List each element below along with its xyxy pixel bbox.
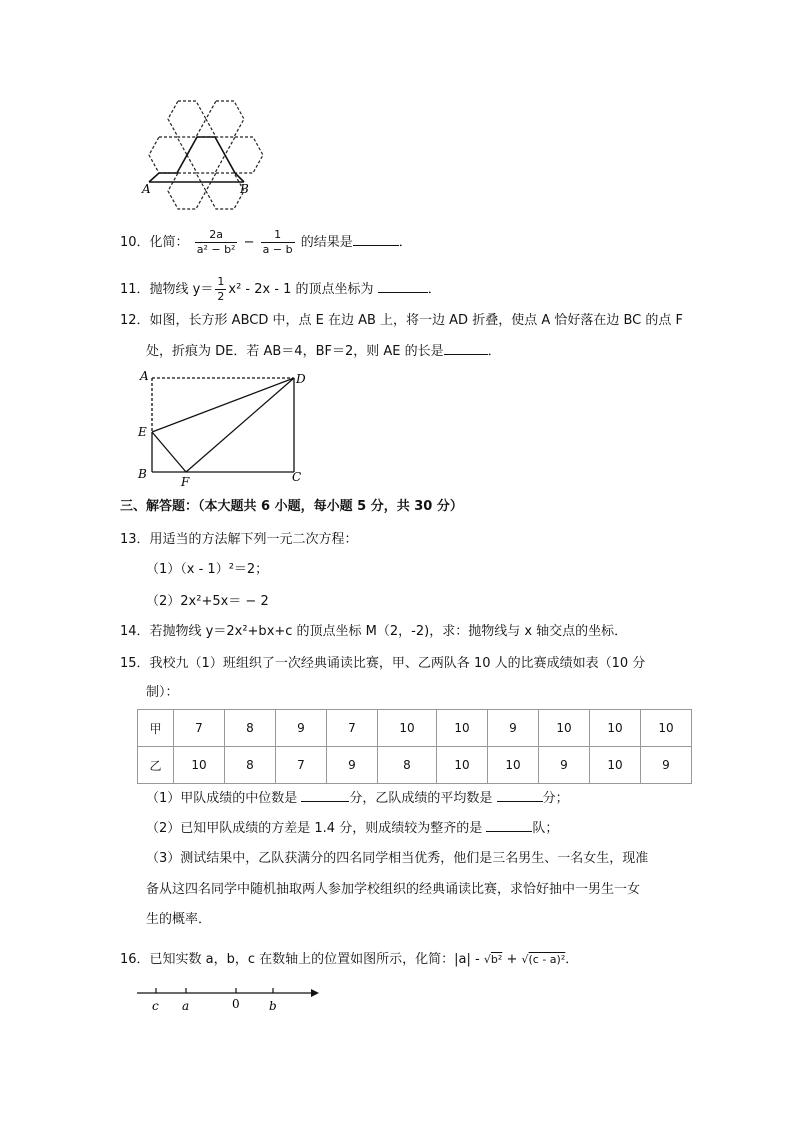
answer-blank[interactable]	[353, 231, 399, 246]
svg-text:c: c	[152, 999, 159, 1013]
answer-blank[interactable]	[301, 787, 349, 802]
question-13: 13．用适当的方法解下列一元二次方程：	[120, 532, 358, 547]
sqrt-b2: √b²	[483, 953, 503, 966]
question-15-line1: 15．我校九（1）班组织了一次经典诵读比赛，甲、乙两队各 10 人的比赛成绩如表（10 分	[120, 656, 646, 671]
svg-text:0: 0	[232, 997, 240, 1011]
table-row: 甲 7 8 9 7 10 10 9 10 10 10	[138, 710, 692, 747]
svg-text:b: b	[269, 999, 277, 1013]
section-3-title: 三、解答题：（本大题共 6 小题，每小题 5 分，共 30 分）	[120, 499, 463, 514]
hexagon	[187, 137, 225, 173]
answer-blank[interactable]	[378, 278, 428, 293]
question-13-part-2: （2）2x²+5x＝ − 2	[146, 594, 269, 609]
answer-blank[interactable]	[486, 817, 532, 832]
question-14: 14．若抛物线 y＝2x²+bx+c 的顶点坐标 M（2，‐2)，求：抛物线与 x 轴交点的坐标．	[120, 624, 628, 639]
question-15-line2: 制）：	[146, 685, 179, 700]
question-15-part-2: （2）已知甲队成绩的方差是 1.4 分，则成绩较为整齐的是 队；	[146, 817, 558, 839]
fraction: $\frac{2a}{\text{a² − b²}}$	[196, 228, 236, 256]
svg-text:E: E	[138, 425, 147, 439]
question-13-part-1: （1）（x ‐ 1）²＝2；	[146, 562, 269, 577]
hexagon	[206, 101, 244, 137]
score-table	[137, 709, 692, 784]
hexagon	[149, 137, 187, 173]
svg-text:A: A	[140, 369, 149, 383]
question-15-part-1: （1）甲队成绩的中位数是 分，乙队成绩的平均数是 分；	[146, 787, 569, 809]
question-11: 11．抛物线 y＝ $\frac{1}{2}$ x² ‐ 2x ‐ 1 的顶点坐标为 ．	[120, 275, 441, 303]
hexagon	[168, 173, 206, 209]
question-10: 10．化简： $\frac{2a}{\text{a² − b²}}$ − $\frac{1}{a - b}$ 的结果是 ．	[120, 228, 412, 256]
svg-text:B: B	[138, 467, 147, 481]
table-row: 乙 10 8 7 9 8 10 10 9 10 9	[138, 747, 692, 784]
answer-blank[interactable]	[444, 340, 488, 355]
question-12-line2: 处，折痕为 DE．若 AB＝4，BF＝2，则 AE 的长是 ．	[146, 340, 501, 362]
arrow-right-icon	[311, 989, 319, 997]
question-16: 16．已知实数 a，b，c 在数轴上的位置如图所示，化简：|a| ‐ √b² + √(c ‐ a)²．	[120, 952, 579, 967]
fraction: $\frac{1}{2}$	[217, 275, 225, 303]
svg-text:C: C	[292, 470, 302, 484]
fraction: $\frac{1}{a - b}$	[262, 228, 293, 256]
svg-text:D: D	[296, 372, 306, 386]
svg-text:F: F	[181, 475, 190, 489]
question-15-part-3-line2: 备从这四名同学中随机抽取两人参加学校组织的经典诵读比赛，求恰好抽中一男生一女	[146, 882, 641, 897]
label-a: A	[142, 182, 151, 196]
hexagon	[225, 137, 263, 173]
sqrt-ca2: √(c ‐ a)²	[521, 953, 566, 966]
rectangle-figure	[134, 368, 314, 490]
label-b: B	[240, 182, 249, 196]
hexagon	[206, 173, 244, 209]
question-15-part-3-line3: 生的概率．	[146, 912, 212, 927]
hexagon	[168, 101, 206, 137]
number-line	[135, 984, 325, 1016]
question-15-part-3-line1: （3）测试结果中，乙队获满分的四名同学相当优秀，他们是三名男生、一名女生，现准	[146, 851, 649, 866]
hexagon-figure	[130, 95, 270, 220]
question-12-line1: 12．如图，长方形 ABCD 中，点 E 在边 AB 上，将一边 AD 折叠，使点 A 恰好落在边 BC 的点 F	[120, 313, 683, 328]
answer-blank[interactable]	[497, 787, 543, 802]
svg-text:a: a	[182, 999, 190, 1013]
